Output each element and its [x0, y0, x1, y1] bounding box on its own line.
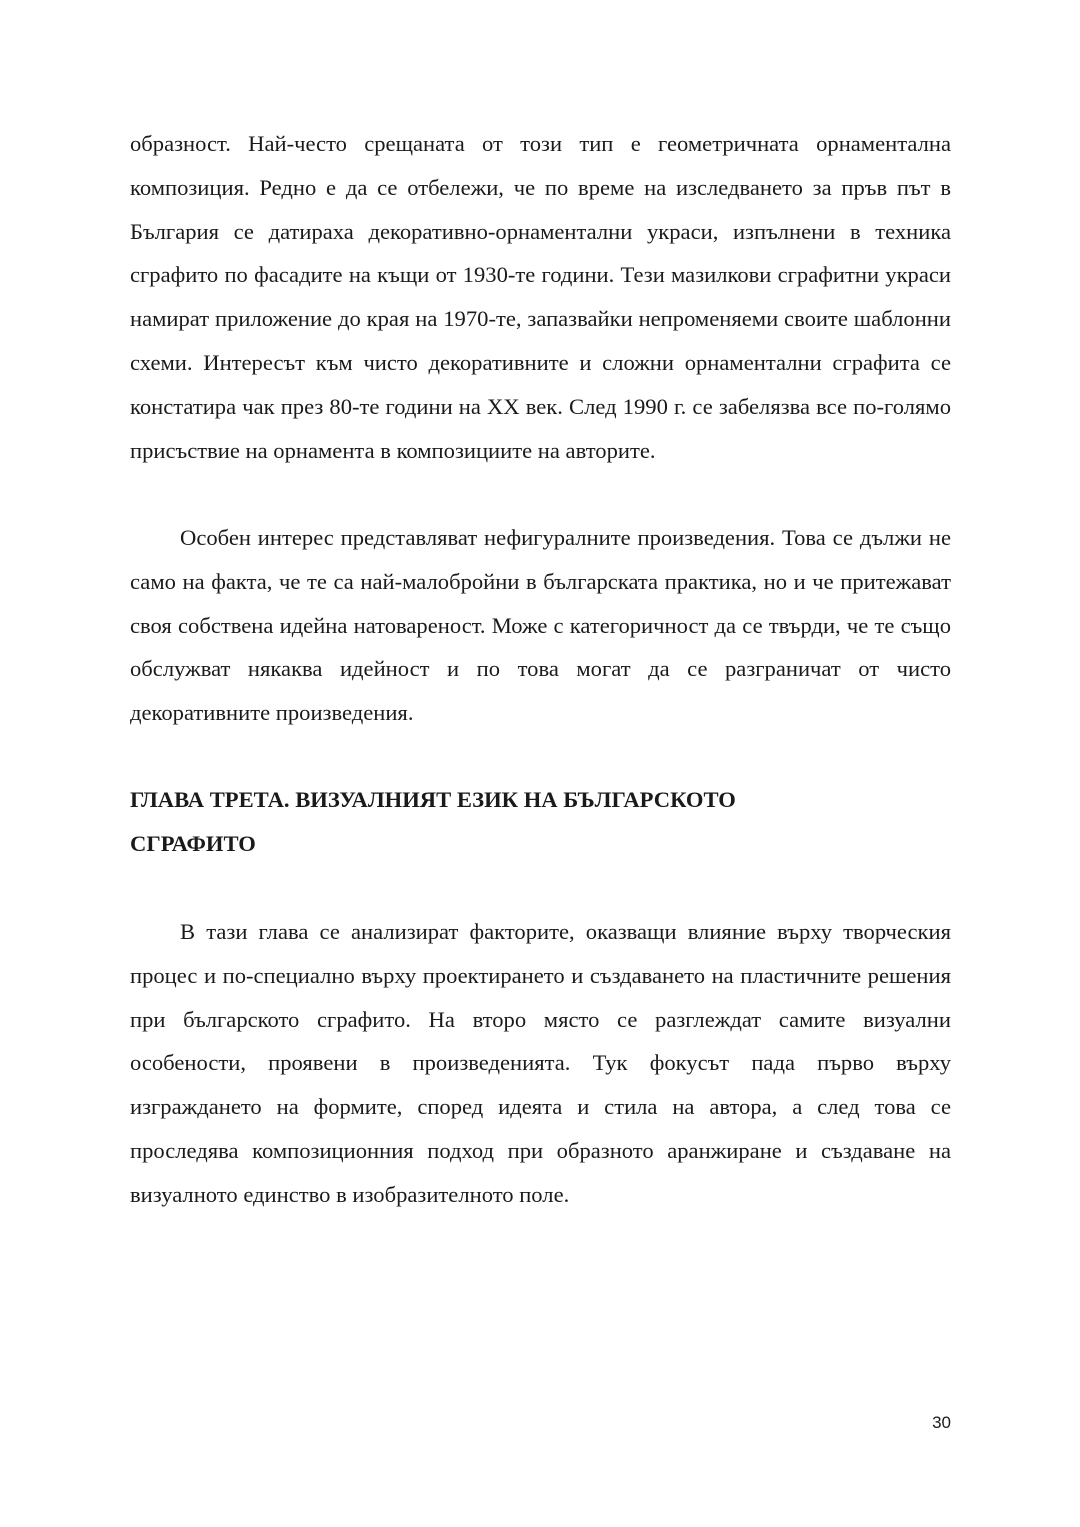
- page-number: 30: [932, 1413, 951, 1432]
- body-paragraph-continuation: образност. Най-често срещаната от този тип е геометричната орнаментална композиция. Редно е да се отбележи, че по време на изследването за пръв път в България се датираха декоративно-орнаментални украси, изпълнени в техника сграфито по фасадите на къщи от 1930-те години. Тези мазилкови сграфитни украси намират приложение до края на 1970-те, запазвайки непроменяеми своите шаблонни схеми. Интересът към чисто декоративните и сложни орнаментални сграфита се констатира чак през 80-те години на XX век. След 1990 г. се забелязва все по-голямо присъствие на орнамента в композициите на авторите.: [130, 131, 951, 463]
- chapter-heading: [130, 778, 951, 866]
- chapter-heading-line-2: СГРАФИТО: [130, 831, 256, 856]
- body-paragraph-chapter-intro: В тази глава се анализират факторите, оказващи влияние върху творческия процес и по-специално върху проектирането и създаването на пластичните решения при българското сграфито. На второ място се разглеждат самите визуални особености, проявени в произведенията. Тук фокусът пада първо върху изграждането на формите, според идеята и стила на автора, а след това се проследява композиционния подход при образното аранжиране и създаване на визуалното единство в изобразителното поле.: [130, 919, 951, 1207]
- body-paragraph-nonfigural: Особен интерес представляват нефигуралните произведения. Това се дължи не само на факта, че те са най-малобройни в българската практика, но и че притежават своя собствена идейна натовареност. Може с категоричност да се твърди, че те също обслужват някаква идейност и по това могат да се разграничат от чисто декоративните произведения.: [130, 525, 951, 726]
- chapter-heading-line-1: ГЛАВА ТРЕТА. ВИЗУАЛНИЯТ ЕЗИК НА БЪЛГАРСКОТО: [130, 787, 736, 812]
